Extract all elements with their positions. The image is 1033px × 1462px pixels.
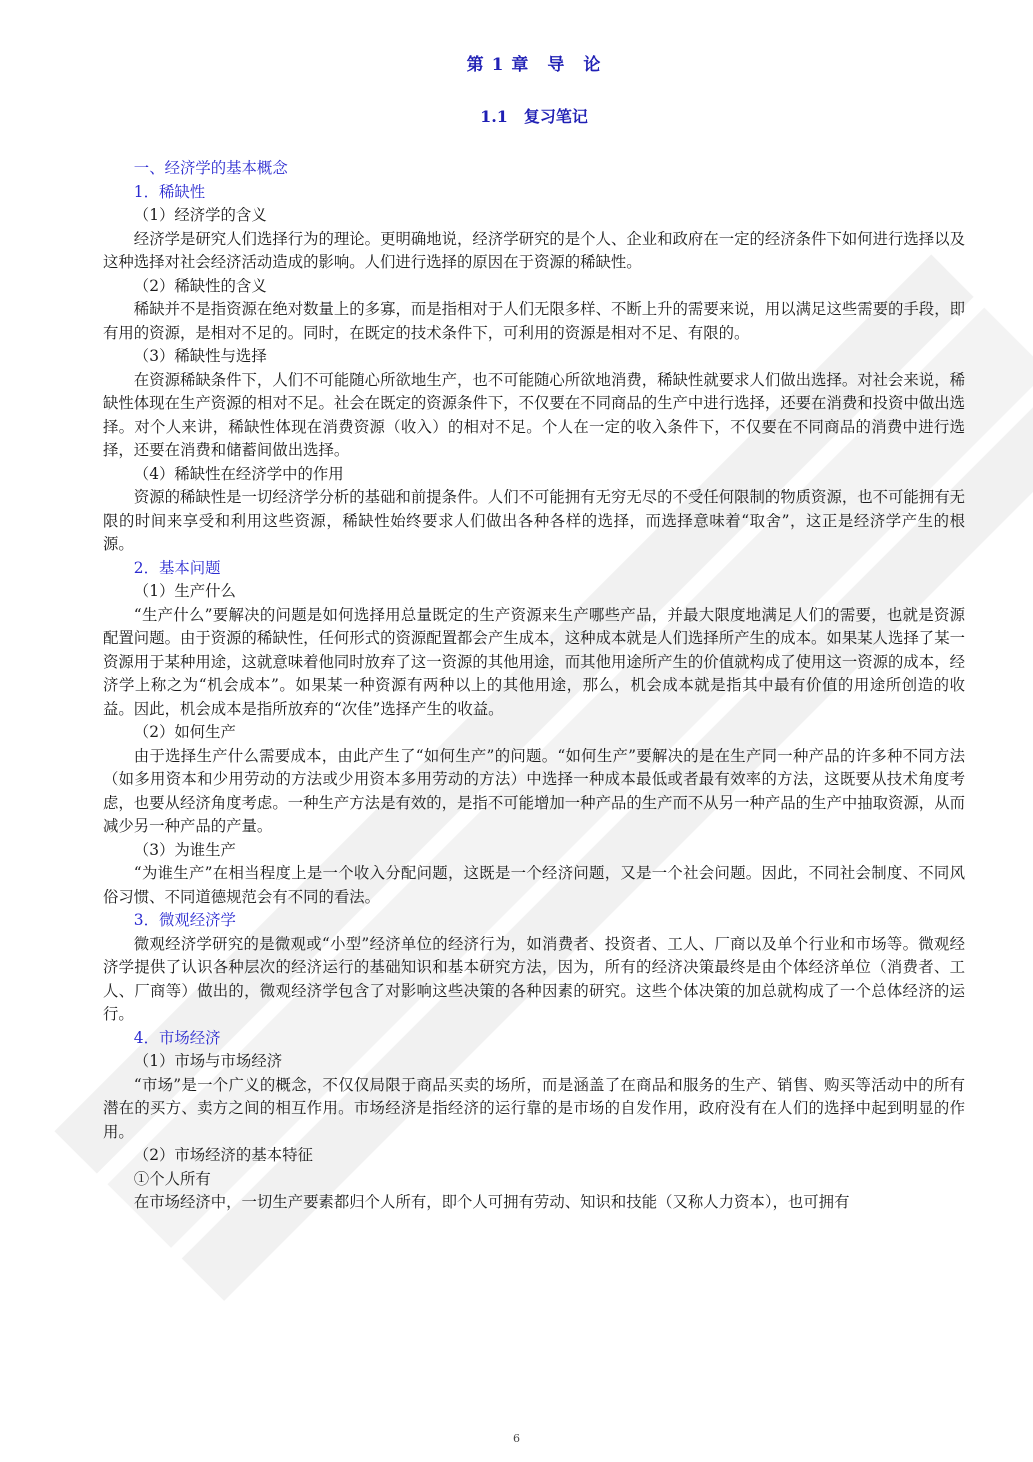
body-text	[103, 157, 965, 1215]
body-paragraph: 经济学是研究人们选择行为的理论。更明确地说，经济学研究的是个人、企业和政府在一定的经济条件下如何进行选择以及这种选择对社会经济活动造成的影响。人们进行选择的原因在于资源的稀缺性。	[103, 229, 965, 271]
topic-heading: （1）生产什么	[133, 582, 236, 600]
subsection-heading: 2．基本问题	[133, 558, 221, 577]
body-paragraph: 稀缺并不是指资源在绝对数量上的多寡，而是指相对于人们无限多样、不断上升的需要来说，用以满足这些需要的手段，即有用的资源，是相对不足的。同时，在既定的技术条件下，可利用的资源是相对不足、有限的。	[103, 300, 965, 342]
page-number: 6	[513, 1432, 520, 1445]
chapter-title: 第 1 章 导 论	[466, 55, 602, 75]
section-heading: 一、经济学的基本概念	[133, 159, 288, 177]
topic-heading: （4）稀缺性在经济学中的作用	[133, 464, 344, 483]
subsection-heading: 4．市场经济	[133, 1028, 221, 1047]
body-paragraph: ①个人所有	[133, 1169, 211, 1188]
body-paragraph: 微观经济学研究的是微观或“小型”经济单位的经济行为，如消费者、投资者、工人、厂商以及单个行业和市场等。微观经济学提供了认识各种层次的经济运行的基础知识和基本研究方法，因为，所有的经济决策最终是由个体经济单位（消费者、工人、厂商等）做出的，微观经济学包含了对影响这些决策的各种因素的研究。这些个体决策的加总就构成了一个总体经济的运行。	[103, 934, 965, 1023]
topic-heading: （1）市场与市场经济	[133, 1052, 283, 1070]
topic-heading: （2）如何生产	[133, 723, 236, 741]
topic-heading: （3）稀缺性与选择	[133, 347, 267, 365]
body-paragraph: “生产什么”要解决的问题是如何选择用总量既定的生产资源来生产哪些产品，并最大限度地满足人们的需要，也就是资源配置问题。由于资源的稀缺性，任何形式的资源配置都会产生成本，这种成本就是人们选择所产生的成本。如果某人选择了某一资源用于某种用途，这就意味着他同时放弃了这一资源的其他用途，而其他用途所产生的价值就构成了使用这一资源的成本，经济学上称之为“机会成本”。如果某一种资源有两种以上的其他用途，那么，机会成本就是指其中最有价值的用途所创造的收益。因此，机会成本是指所放弃的“次佳”选择产生的收益。	[103, 605, 965, 718]
body-paragraph: “为谁生产”在相当程度上是一个收入分配问题，这既是一个经济问题，又是一个社会问题。因此，不同社会制度、不同风俗习惯、不同道德规范会有不同的看法。	[103, 864, 965, 906]
topic-heading: （2）稀缺性的含义	[133, 276, 267, 295]
page-content	[103, 52, 965, 1215]
topic-heading: （1）经济学的含义	[133, 206, 267, 224]
subsection-heading: 1．稀缺性	[133, 182, 206, 201]
body-paragraph: 资源的稀缺性是一切经济学分析的基础和前提条件。人们不可能拥有无穷无尽的不受任何限制的物质资源，也不可能拥有无限的时间来享受和利用这些资源，稀缺性始终要求人们做出各种各样的选择，而选择意味着“取舍”，这正是经济学产生的根源。	[103, 488, 965, 553]
body-paragraph: “市场”是一个广义的概念，不仅仅局限于商品买卖的场所，而是涵盖了在商品和服务的生产、销售、购买等活动中的所有潜在的买方、卖方之间的相互作用。市场经济是指经济的运行靠的是市场的自发作用，政府没有在人们的选择中起到明显的作用。	[103, 1075, 965, 1141]
topic-heading: （2）市场经济的基本特征	[133, 1146, 313, 1164]
body-paragraph: 在市场经济中，一切生产要素都归个人所有，即个人可拥有劳动、知识和技能（又称人力资本），也可拥有	[133, 1193, 850, 1211]
subsection-heading: 3．微观经济学	[133, 911, 236, 929]
body-paragraph: 在资源稀缺条件下，人们不可能随心所欲地生产，也不可能随心所欲地消费，稀缺性就要求人们做出选择。对社会来说，稀缺性体现在生产资源的相对不足。社会在既定的资源条件下，不仅要在不同商品的生产中进行选择，还要在消费和投资中做出选择。对个人来讲，稀缺性体现在消费资源（收入）的相对不足。个人在一定的收入条件下，不仅要在不同商品的消费中进行选择，还要在消费和储蓄间做出选择。	[103, 370, 965, 459]
section-title: 1.1 复习笔记	[480, 107, 588, 126]
body-paragraph: 由于选择生产什么需要成本，由此产生了“如何生产”的问题。“如何生产”要解决的是在生产同一种产品的许多种不同方法（如多用资本和少用劳动的方法或少用资本多用劳动的方法）中选择一种成本最低或者最有效率的方法，这既要从技术角度考虑，也要从经济角度考虑。一种生产方法是有效的，是指不可能增加一种产品的生产而不从另一种产品的生产中抽取资源，从而减少另一种产品的产量。	[103, 746, 965, 835]
topic-heading: （3）为谁生产	[133, 840, 236, 859]
